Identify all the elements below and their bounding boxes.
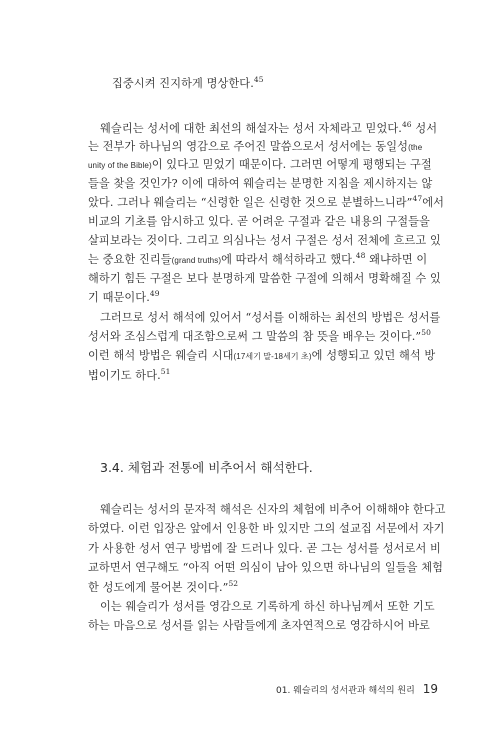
running-title: 01. 웨슬리의 성서관과 해석의 원리 (276, 686, 415, 696)
section-heading: 3.4. 체험과 전통에 비추어서 해석한다. (100, 460, 313, 475)
paragraph-1-line-2: 는 전부가 하나님의 영감으로 주어진 말씀으로서 성서에는 동일성(the (88, 140, 423, 153)
paragraph-1-line-6: 비교의 기초를 암시하고 있다. 곧 어려운 구절과 같은 내용의 구절들을 (88, 215, 430, 228)
footnote-ref: 48 (355, 251, 366, 260)
paragraph-2-line-3: 이런 해석 방법은 웨슬리 시대(17세기 말-18세기 초)에 성행되고 있던 해석 방 (88, 349, 436, 362)
paragraph-3-line-4: 교하면서 연구해도 “아직 어떤 의심이 남아 있으면 하나님의 일들을 체험 (88, 561, 444, 574)
intro-text: 집중시켜 진지하게 명상한다. (112, 77, 254, 90)
footnote-ref: 49 (149, 289, 160, 298)
footnote-ref: 52 (228, 579, 239, 588)
paragraph-3-line-1: 웨슬리는 성서의 문자적 해석은 신자의 체험에 비추어 이해해야 한다고 (100, 503, 446, 516)
paragraph-2-line-4: 법이기도 하다.$^{51}$ (88, 367, 171, 382)
paragraph-1-line-10: 기 때문이다.$^{49}$ (88, 289, 160, 304)
footnote-ref: 51 (160, 367, 171, 376)
paragraph-3-line-2: 하였다. 이런 입장은 앞에서 인용한 바 있지만 그의 설교집 서문에서 자기 (88, 522, 445, 535)
footnote-ref: 47 (412, 194, 423, 203)
paragraph-4-line-2: 하는 마음으로 성서를 읽는 사람들에게 초자연적으로 영감하시어 바로 (88, 619, 430, 632)
paragraph-2-line-2: 성서와 조심스럽게 대조함으로써 그 말씀의 참 뜻을 배우는 것이다.”$^{50}$ (88, 328, 431, 343)
paragraph-1-line-8: 는 중요한 진리들(grand truths)에 따라서 해석하라고 했다.$^{48}$ 왜냐하면 이 (88, 251, 428, 266)
paragraph-4-line-1: 이는 웨슬리가 성서를 영감으로 기록하게 하신 하나님께서 또한 기도 (100, 600, 435, 613)
footnote-ref: 50 (421, 328, 431, 337)
paragraph-1-line-7: 살피보라는 것이다. 그리고 의심나는 성서 구절은 성서 전체에 흐르고 있 (88, 234, 441, 247)
paragraph-1-line-4: 들을 찾을 것인가? 이에 대하여 웨슬리는 분명한 지침을 제시하지는 않 (88, 177, 433, 190)
intro-line (112, 77, 414, 91)
paragraph-3-line-5: 한 성도에게 물어본 것이다.”$^{52}$ (88, 579, 239, 594)
paragraph-1-line-9: 해하기 힘든 구절은 보다 분명하게 말씀한 구절에 의해서 명확해질 수 있 (88, 272, 441, 285)
page-number: 19 (422, 682, 439, 696)
paragraph-2-line-1: 그러므로 성서 해석에 있어서 “성서를 이해하는 최선의 방법은 성서를 (100, 311, 441, 324)
paragraph-3-line-3: 가 사용한 성서 연구 방법에 잘 드러나 있다. 곧 그는 성서를 성서로서 비 (88, 542, 441, 555)
page-footer (276, 682, 438, 696)
footnote-ref: 45 (253, 75, 264, 84)
paragraph-1-line-3: unity of the Bible)이 있다고 믿었기 때문이다. 그러면 어떻게 평행되는 구절 (88, 158, 432, 171)
paragraph-1-line-5: 았다. 그러나 웨슬리는 “신령한 일은 신령한 것으로 분별하느니라”$^{47}$에서 (88, 194, 445, 209)
footnote-ref: 46 (401, 120, 412, 129)
paragraph-1-line-1: 웨슬리는 성서에 대한 최선의 해설자는 성서 자체라고 믿었다.$^{46}$ 성서 (100, 120, 438, 135)
